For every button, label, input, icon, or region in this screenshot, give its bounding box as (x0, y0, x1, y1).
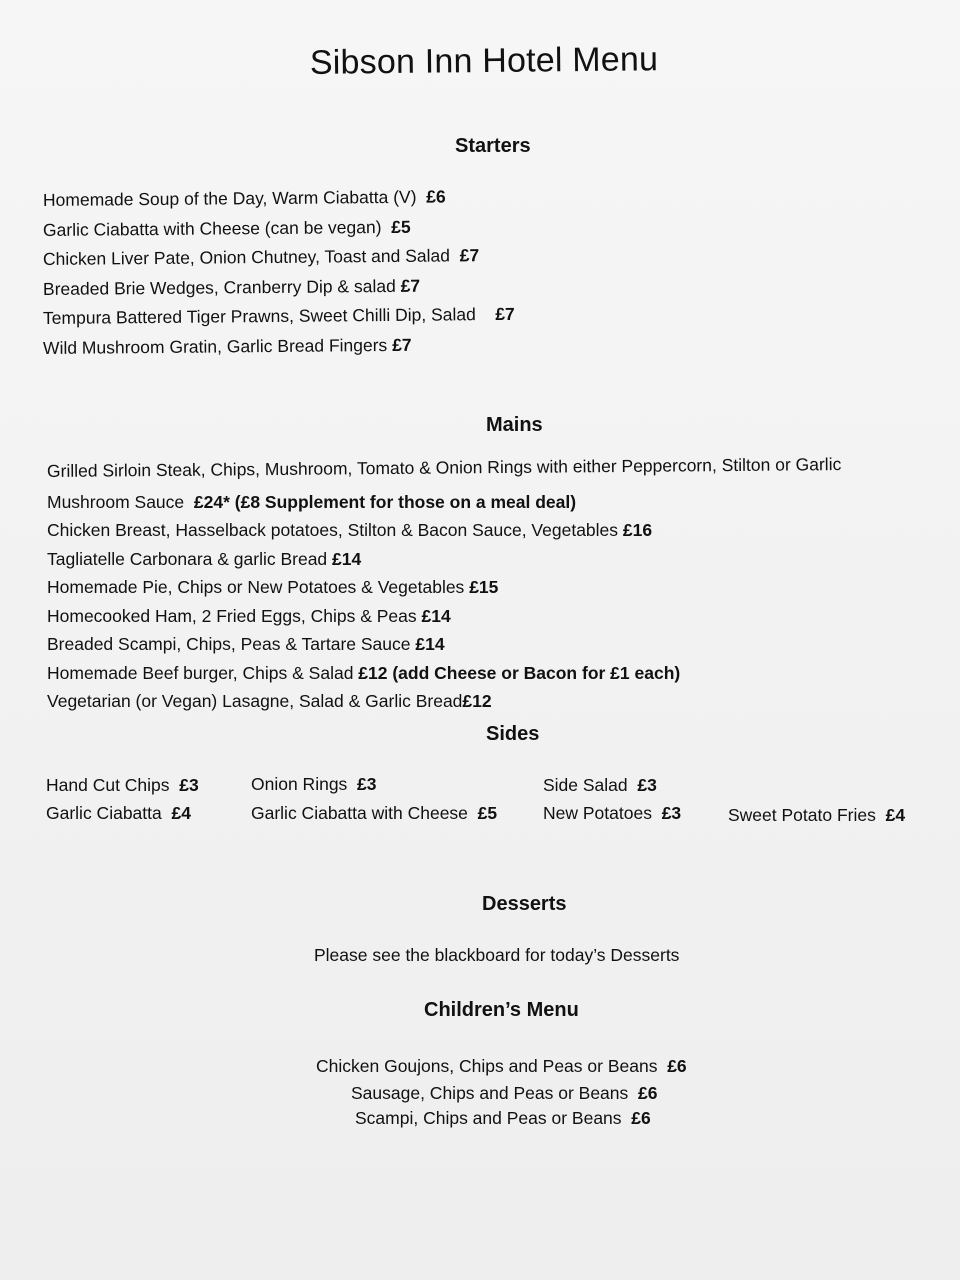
side-name: New Potatoes (543, 803, 652, 823)
childrens-price: £6 (631, 1108, 651, 1128)
side-item (543, 775, 657, 796)
starter-price: £7 (459, 245, 480, 266)
side-name: Side Salad (543, 775, 628, 795)
main-item (47, 549, 361, 570)
desserts-note: Please see the blackboard for today’s Desserts (314, 945, 680, 965)
side-name: Garlic Ciabatta with Cheese (251, 803, 468, 823)
starter-item (43, 186, 446, 211)
childrens-name: Scampi, Chips and Peas or Beans (355, 1108, 622, 1128)
side-price: £4 (885, 805, 906, 825)
side-item (251, 774, 377, 795)
side-price: £4 (171, 803, 191, 823)
main-name: Tagliatelle Carbonara & garlic Bread (47, 549, 328, 569)
main-price: £12 (462, 691, 492, 711)
main-price: £15 (469, 577, 499, 597)
side-name: Hand Cut Chips (46, 775, 170, 795)
main-name: Homemade Beef burger, Chips & Salad (47, 663, 354, 683)
main-item (47, 520, 652, 541)
starter-price: £5 (391, 216, 411, 237)
childrens-price: £6 (667, 1056, 687, 1076)
side-item (251, 803, 497, 824)
side-item (728, 805, 905, 826)
main-name: Chicken Breast, Hasselback potatoes, Stilton & Bacon Sauce, Vegetables (47, 520, 619, 540)
side-item (46, 803, 191, 824)
childrens-price: £6 (638, 1083, 658, 1103)
childrens-name: Chicken Goujons, Chips and Peas or Beans (316, 1056, 658, 1076)
main-item (47, 577, 498, 598)
main-price: £24* (£8 Supplement for those on a meal deal) (193, 492, 577, 512)
main-price: £14 (332, 549, 362, 569)
starter-name: Breaded Brie Wedges, Cranberry Dip & salad (42, 275, 396, 299)
starter-price: £7 (495, 303, 515, 325)
side-price: £3 (357, 774, 377, 794)
childrens-item (355, 1108, 651, 1129)
starter-price: £6 (426, 186, 446, 207)
main-name: Mushroom Sauce (47, 492, 185, 512)
side-name: Sweet Potato Fries (728, 805, 876, 825)
starter-price: £7 (392, 334, 412, 355)
side-price: £5 (477, 803, 498, 823)
side-item (46, 775, 199, 796)
childrens-item (351, 1083, 657, 1104)
childrens-heading: Children’s Menu (424, 999, 579, 1021)
childrens-name: Sausage, Chips and Peas or Beans (351, 1083, 629, 1103)
side-item (543, 803, 681, 824)
main-price: £14 (415, 634, 445, 654)
main-price: £14 (421, 606, 451, 626)
starter-name: Chicken Liver Pate, Onion Chutney, Toast and Salad (42, 245, 451, 269)
starter-item (43, 304, 515, 329)
starter-item (43, 245, 479, 270)
side-price: £3 (661, 803, 682, 823)
main-price: £12 (add Cheese or Bacon for £1 each) (358, 663, 681, 683)
starter-name: Garlic Ciabatta with Cheese (can be vegan) (42, 217, 382, 240)
main-item (47, 606, 451, 627)
starter-item (43, 217, 411, 241)
page-title: Sibson Inn Hotel Menu (309, 40, 659, 82)
starter-price: £7 (400, 275, 421, 296)
desserts-heading: Desserts (482, 893, 567, 915)
side-price: £3 (637, 775, 657, 795)
main-name: Homecooked Ham, 2 Fried Eggs, Chips & Peas (47, 606, 417, 626)
main-price: £16 (622, 520, 653, 540)
main-item (47, 663, 680, 684)
childrens-item (316, 1056, 687, 1077)
sides-heading: Sides (486, 723, 540, 745)
starters-heading: Starters (455, 135, 531, 157)
main-item (47, 492, 576, 513)
main-item-line: Grilled Sirloin Steak, Chips, Mushroom, Tomato & Onion Rings with either Peppercorn, Stilton or Garlic (46, 454, 842, 481)
starter-item (43, 335, 412, 359)
main-item (47, 634, 445, 655)
main-name: Homemade Pie, Chips or New Potatoes & Vegetables (47, 577, 465, 597)
starter-name: Wild Mushroom Gratin, Garlic Bread Fingers (42, 334, 388, 358)
main-name: Vegetarian (or Vegan) Lasagne, Salad & Garlic Bread (47, 691, 463, 711)
main-item (47, 691, 492, 712)
mains-heading: Mains (486, 414, 543, 436)
main-name: Breaded Scampi, Chips, Peas & Tartare Sauce (47, 634, 411, 654)
starter-item (43, 276, 420, 300)
starter-name: Tempura Battered Tiger Prawns, Sweet Chilli Dip, Salad (42, 304, 476, 328)
starter-name: Homemade Soup of the Day, Warm Ciabatta (V) (42, 186, 417, 210)
side-name: Onion Rings (251, 774, 348, 794)
side-name: Garlic Ciabatta (46, 803, 162, 823)
side-price: £3 (179, 775, 199, 795)
